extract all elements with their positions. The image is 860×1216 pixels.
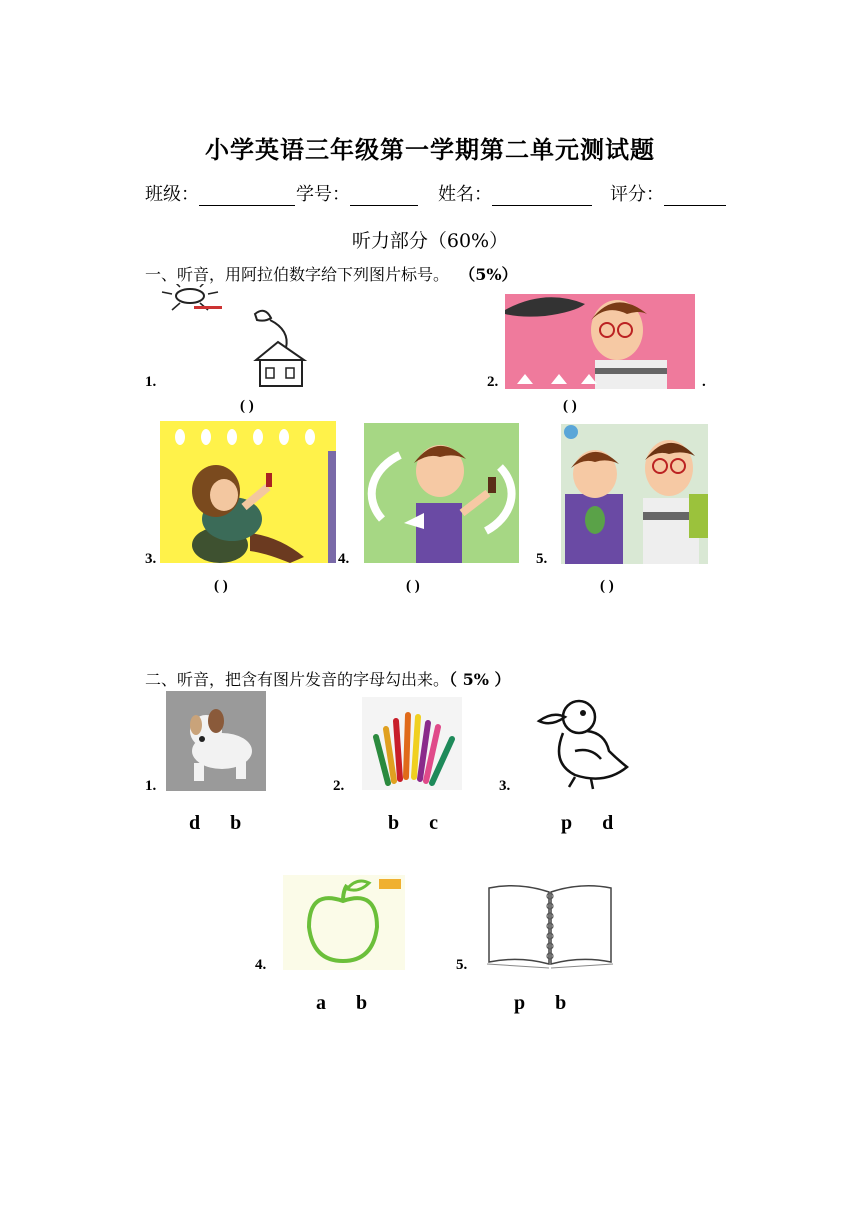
two-boys-picture [561, 424, 708, 564]
s1-item4-number: 4. [338, 551, 350, 567]
section2-score: （ 5% ） [449, 670, 511, 689]
number-field [296, 180, 418, 206]
page-title: 小学英语三年级第一学期第二单元测试题 [205, 135, 655, 164]
listening-title: 听力部分（60%） [351, 230, 509, 252]
class-field [145, 180, 295, 206]
s1-item3-number: 3. [145, 551, 157, 567]
duck-picture [535, 695, 635, 790]
s1-item5-number: 5. [536, 551, 548, 567]
girl-sitting-picture [160, 421, 336, 563]
s1-item1-answer[interactable]: ( ) [240, 398, 254, 414]
number-blank[interactable] [350, 187, 418, 206]
s2-item3-letters[interactable]: p d [561, 812, 614, 834]
crayons-picture [362, 697, 462, 790]
name-blank[interactable] [492, 187, 592, 206]
s1-item5-answer[interactable]: ( ) [600, 578, 614, 594]
apple-picture [283, 875, 405, 970]
sun-house-picture [160, 284, 316, 388]
section1-score: （5%） [459, 265, 518, 284]
s2-item2-letters[interactable]: b c [388, 812, 438, 834]
name-label: 姓名： [438, 184, 492, 205]
boy-hat-picture [505, 294, 695, 389]
number-label: 学号： [296, 184, 350, 205]
book-picture [485, 880, 615, 970]
class-label: 班级： [145, 184, 199, 205]
s2-item3-number: 3. [499, 778, 511, 794]
s2-item1-letters[interactable]: d b [189, 812, 242, 834]
s2-item2-number: 2. [333, 778, 345, 794]
s2-item1-number: 1. [145, 778, 157, 794]
s1-item2-trailing-dot: . [702, 374, 706, 390]
s1-item1-number: 1. [145, 374, 157, 390]
s1-item3-answer[interactable]: ( ) [214, 578, 228, 594]
s2-item4-number: 4. [255, 957, 267, 973]
score-label: 评分： [610, 184, 664, 205]
class-blank[interactable] [199, 187, 295, 206]
section1-heading: 一、听音，用阿拉伯数字给下列图片标号。 （5%） [145, 265, 518, 284]
name-field [438, 180, 592, 206]
score-blank[interactable] [664, 187, 726, 206]
dog-picture [166, 691, 266, 791]
s1-item2-answer[interactable]: ( ) [563, 398, 577, 414]
section2-heading: 二、听音，把含有图片发音的字母勾出来。（ 5% ） [145, 670, 511, 689]
score-field [610, 180, 726, 206]
s2-item5-number: 5. [456, 957, 468, 973]
boy-turning-picture [364, 423, 519, 563]
s1-item2-number: 2. [487, 374, 499, 390]
s1-item4-answer[interactable]: ( ) [406, 578, 420, 594]
s2-item4-letters[interactable]: a b [316, 992, 368, 1014]
s2-item5-letters[interactable]: p b [514, 992, 567, 1014]
